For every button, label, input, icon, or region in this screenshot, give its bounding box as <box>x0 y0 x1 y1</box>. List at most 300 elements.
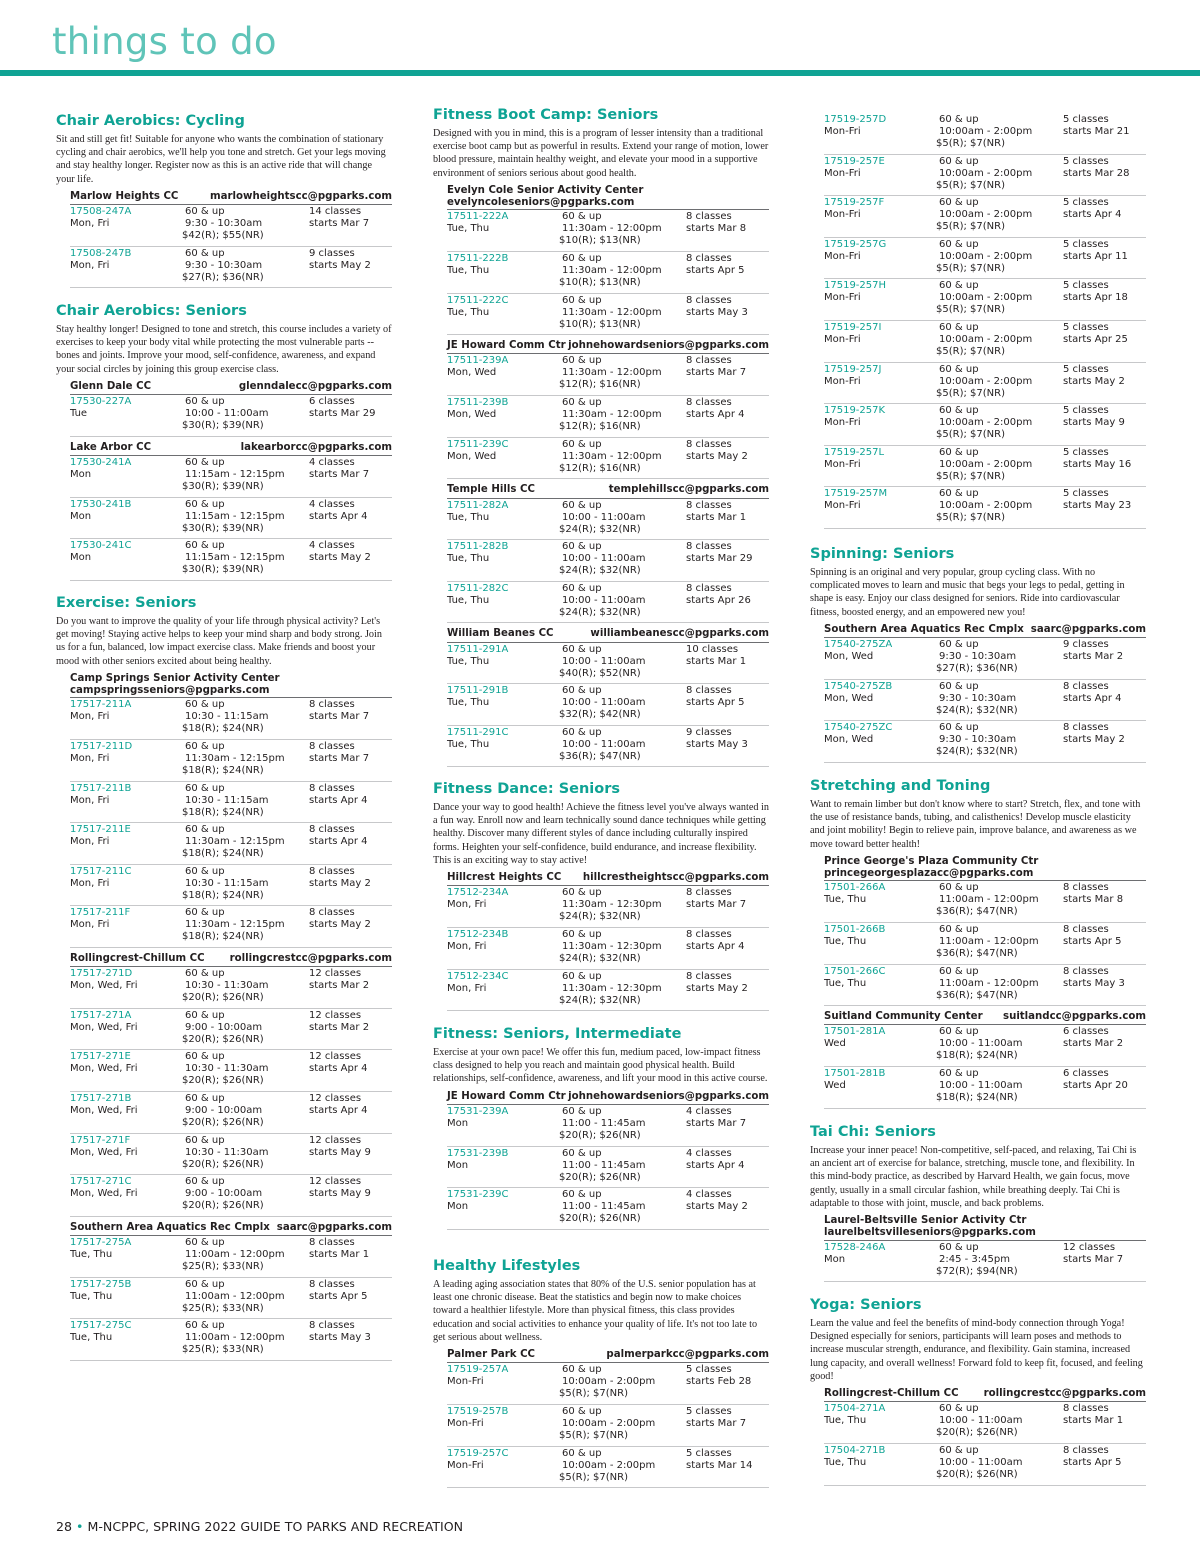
course-row <box>447 294 769 336</box>
course-time: 10:00am - 2:00pm <box>562 1376 656 1388</box>
course-class-count: 9 classes <box>686 726 732 738</box>
course-days: Mon, Wed, Fri <box>70 980 138 992</box>
course-days: Tue, Thu <box>447 223 490 235</box>
course-code[interactable]: 17517-271E <box>70 1051 131 1063</box>
course-code[interactable]: 17517-211B <box>70 782 132 794</box>
course-row <box>824 638 1146 680</box>
course-row <box>447 1405 769 1447</box>
venue-name: Southern Area Aquatics Rec Cmplx <box>70 1221 270 1233</box>
course-age: 60 & up <box>185 396 225 408</box>
course-start-date: starts Apr 5 <box>686 265 745 276</box>
course-class-count: 4 classes <box>309 540 355 552</box>
course-fee: $24(R); $32(NR) <box>559 565 641 577</box>
course-code[interactable]: 17530-241B <box>70 498 132 510</box>
course-time: 10:30 - 11:30am <box>185 980 269 992</box>
course-class-count: 8 classes <box>686 970 732 982</box>
course-fee: $12(R); $16(NR) <box>559 379 641 391</box>
course-code[interactable]: 17519-257G <box>824 238 887 250</box>
course-days: Mon, Fri <box>70 259 110 271</box>
course-code[interactable]: 17508-247A <box>70 206 132 218</box>
course-row <box>824 404 1146 446</box>
venue-header <box>824 1011 1146 1025</box>
course-age: 60 & up <box>562 970 602 982</box>
course-fee: $20(R); $26(NR) <box>936 1427 1018 1439</box>
course-class-count: 6 classes <box>309 396 355 408</box>
course-code[interactable]: 17511-282A <box>447 499 509 511</box>
course-days: Wed <box>824 1080 846 1092</box>
course-start-date: starts May 16 <box>1063 458 1132 470</box>
venue-name: Glenn Dale CC <box>70 380 152 392</box>
course-code[interactable]: 17519-257J <box>824 363 882 375</box>
course-code[interactable]: 17511-239A <box>447 355 509 367</box>
course-start-date: starts May 2 <box>1063 375 1125 387</box>
course-code[interactable]: 17519-257A <box>447 1364 509 1376</box>
venue-name: Suitland Community Center <box>824 1011 983 1023</box>
venue-name: Laurel-Beltsville Senior Activity Ctr <box>824 1215 1027 1227</box>
course-time: 10:00 - 11:00am <box>939 1415 1023 1427</box>
course-code[interactable]: 17531-239B <box>447 1147 509 1159</box>
course-code[interactable]: 17511-282B <box>447 541 509 553</box>
section-description: Spinning is an original and very popular, group cycling class. With no complicated moves to learn and music that begs your legs to pedal, getting in shape is easy. Enjoy our class designed for seniors. Ride into cardiovascular fitness, boosted energy, and an empowered new you! <box>810 567 1125 618</box>
class-section <box>433 1258 769 1488</box>
course-start-date: starts May 3 <box>686 738 748 750</box>
course-days: Tue, Thu <box>447 594 490 606</box>
course-row <box>447 1105 769 1147</box>
course-start-date: starts May 23 <box>1063 500 1132 512</box>
course-fee: $18(R); $24(NR) <box>182 806 264 818</box>
course-code[interactable]: 17517-275C <box>70 1320 132 1332</box>
course-days: Mon <box>447 1117 469 1129</box>
course-age: 60 & up <box>939 488 979 500</box>
course-code[interactable]: 17517-275A <box>70 1237 132 1249</box>
course-age: 60 & up <box>939 1068 979 1080</box>
course-fee: $30(R); $39(NR) <box>182 522 264 534</box>
course-days: Mon, Fri <box>447 899 487 911</box>
class-section <box>810 778 1146 1109</box>
course-age: 60 & up <box>939 1444 979 1456</box>
course-time: 10:00 - 11:00am <box>562 655 646 667</box>
course-class-count: 8 classes <box>309 1237 355 1249</box>
course-start-date: starts Apr 4 <box>686 940 745 952</box>
course-start-date: starts Mar 7 <box>309 711 370 723</box>
course-class-count: 12 classes <box>309 1134 362 1146</box>
course-code[interactable]: 17504-271A <box>824 1403 886 1415</box>
course-code[interactable]: 17511-282C <box>447 582 509 594</box>
venue-header-row <box>447 340 769 352</box>
course-days: Tue, Thu <box>824 936 867 947</box>
course-code[interactable]: 17501-266C <box>824 965 886 977</box>
course-days: Tue, Thu <box>447 511 490 523</box>
venue-header-row <box>70 442 392 454</box>
course-fee: $30(R); $39(NR) <box>182 420 264 432</box>
venue-name: Southern Area Aquatics Rec Cmplx <box>824 623 1024 635</box>
venue-email[interactable]: princegeorgesplazacc@pgparks.com <box>824 867 1034 879</box>
course-code[interactable]: 17517-271A <box>70 1009 132 1021</box>
venue-email[interactable]: glenndalecc@pgparks.com <box>238 380 392 392</box>
course-start-date: starts Mar 29 <box>309 408 376 420</box>
course-class-count: 8 classes <box>1063 680 1109 692</box>
course-start-date: starts May 2 <box>309 552 371 564</box>
course-start-date: starts Apr 26 <box>686 594 751 606</box>
course-class-count: 8 classes <box>686 499 732 511</box>
course-code[interactable]: 17508-247B <box>70 247 132 259</box>
venue-email[interactable]: rollingcrestcc@pgparks.com <box>229 952 392 964</box>
course-code[interactable]: 17519-257I <box>824 321 882 333</box>
venue-email[interactable]: campspringsseniors@pgparks.com <box>70 684 270 696</box>
course-code[interactable]: 17517-271B <box>70 1093 132 1105</box>
course-days: Mon <box>447 1159 469 1171</box>
course-code[interactable]: 17519-257L <box>824 446 885 458</box>
course-start-date: starts Apr 4 <box>309 510 368 522</box>
course-days: Mon-Fri <box>824 500 861 512</box>
course-age: 60 & up <box>562 685 602 697</box>
course-fee: $25(R); $33(NR) <box>182 1302 264 1314</box>
venue-header <box>70 1222 392 1236</box>
course-code[interactable]: 17517-275B <box>70 1278 132 1290</box>
course-class-count: 8 classes <box>686 397 732 409</box>
course-age: 60 & up <box>939 405 979 417</box>
course-start-date: starts Mar 2 <box>1063 651 1124 663</box>
course-code[interactable]: 17517-211D <box>70 741 133 752</box>
venue-email[interactable]: suitlandcc@pgparks.com <box>1003 1011 1146 1023</box>
course-time: 11:30am - 12:00pm <box>562 265 662 276</box>
venue-email[interactable]: saarc@pgparks.com <box>276 1221 392 1233</box>
course-fee: $18(R); $24(NR) <box>182 848 264 860</box>
course-row <box>70 395 392 437</box>
course-class-count: 12 classes <box>1063 1241 1116 1253</box>
course-age: 60 & up <box>562 1189 602 1201</box>
venue-name: Lake Arbor CC <box>70 441 152 453</box>
course-row <box>824 113 1146 155</box>
course-time: 9:30 - 10:30am <box>185 218 263 230</box>
course-fee: $20(R); $26(NR) <box>936 1468 1018 1480</box>
course-row <box>447 643 769 685</box>
course-class-count: 5 classes <box>1063 238 1109 250</box>
class-section <box>433 781 769 1011</box>
course-time: 10:00am - 2:00pm <box>939 458 1033 470</box>
course-fee: $36(R); $47(NR) <box>936 989 1018 1001</box>
course-start-date: starts May 2 <box>686 1201 748 1213</box>
course-code[interactable]: 17511-222A <box>447 211 509 223</box>
course-code[interactable]: 17511-239C <box>447 438 509 450</box>
venue-email[interactable]: evelyncoleseniors@pgparks.com <box>447 196 635 208</box>
course-age: 60 & up <box>939 1026 979 1038</box>
course-code[interactable]: 17517-211C <box>70 865 132 877</box>
course-days: Tue, Thu <box>447 306 490 318</box>
course-row <box>70 1009 392 1051</box>
course-row <box>70 967 392 1009</box>
course-days: Mon-Fri <box>447 1459 484 1471</box>
course-start-date: starts Mar 29 <box>686 553 753 565</box>
course-row <box>824 1025 1146 1067</box>
course-code[interactable]: 17519-257E <box>824 155 885 167</box>
course-fee: $5(R); $7(NR) <box>936 262 1005 274</box>
course-code[interactable]: 17519-257D <box>824 114 887 125</box>
venue-email[interactable]: hillcrestheightscc@pgparks.com <box>582 872 769 884</box>
course-time: 10:00am - 2:00pm <box>562 1417 656 1429</box>
course-age: 60 & up <box>939 924 979 935</box>
course-age: 60 & up <box>562 541 602 553</box>
course-row <box>70 1278 392 1320</box>
course-days: Mon-Fri <box>447 1376 484 1388</box>
course-days: Mon, Wed <box>447 409 497 421</box>
course-days: Mon <box>70 469 92 480</box>
course-code[interactable]: 17519-257F <box>824 197 885 209</box>
course-class-count: 5 classes <box>1063 405 1109 417</box>
course-time: 10:00 - 11:00am <box>939 1038 1023 1050</box>
course-fee: $25(R); $33(NR) <box>182 1261 264 1273</box>
course-row <box>447 928 769 970</box>
course-age: 60 & up <box>939 1403 979 1415</box>
section-description: Sit and still get fit! Suitable for anyone who wants the combination of stationary cycling and chair aerobics, we'll help you tone and stretch. Get your legs moving and stay healthy longer. Register now as this is an active ride that will change your life. <box>56 134 386 185</box>
course-fee: $10(R); $13(NR) <box>559 277 641 288</box>
venue-email[interactable]: laurelbeltsvilleseniors@pgparks.com <box>824 1226 1036 1238</box>
course-code[interactable]: 17512-234B <box>447 928 509 940</box>
course-fee: $20(R); $26(NR) <box>182 1158 264 1170</box>
course-row <box>447 1447 769 1489</box>
course-days: Tue, Thu <box>70 1290 113 1302</box>
course-time: 10:30 - 11:30am <box>185 1146 269 1158</box>
course-start-date: starts Mar 7 <box>686 1117 747 1129</box>
venue-header <box>824 1215 1146 1241</box>
course-days: Mon, Fri <box>447 982 487 994</box>
venue-email[interactable]: templehillscc@pgparks.com <box>608 484 769 496</box>
course-age: 60 & up <box>939 363 979 375</box>
course-days: Mon, Wed, Fri <box>70 1021 138 1033</box>
section-title: Fitness: Seniors, Intermediate <box>433 1026 682 1042</box>
course-time: 11:00am - 12:00pm <box>185 1249 285 1261</box>
venue-email[interactable]: williambeanescc@pgparks.com <box>590 628 769 640</box>
course-code[interactable]: 17511-291C <box>447 726 509 738</box>
course-code[interactable]: 17530-241C <box>70 540 132 552</box>
course-age: 60 & up <box>562 1105 602 1117</box>
course-row <box>447 970 769 1012</box>
course-start-date: starts May 9 <box>1063 417 1125 429</box>
course-code[interactable]: 17511-222B <box>447 253 509 264</box>
course-row <box>70 1050 392 1092</box>
venue-email[interactable]: rollingcrestcc@pgparks.com <box>983 1388 1146 1400</box>
course-days: Mon-Fri <box>447 1417 484 1429</box>
course-age: 60 & up <box>185 907 225 919</box>
course-class-count: 5 classes <box>686 1405 732 1417</box>
course-code[interactable]: 17519-257B <box>447 1405 509 1417</box>
course-start-date: starts Apr 5 <box>1063 936 1122 947</box>
course-code[interactable]: 17501-266A <box>824 882 886 894</box>
course-code[interactable]: 17512-234C <box>447 970 509 982</box>
course-class-count: 8 classes <box>309 1278 355 1290</box>
course-days: Tue, Thu <box>824 977 867 989</box>
course-row <box>447 886 769 928</box>
section-description: Exercise at your own pace! We offer this fun, medium paced, low-impact fitness class designed to help you reach and maintain good physical health. Build relationships, self-confidence, awareness, and lift your mood in this active course. <box>433 1047 768 1085</box>
section-description: Increase your inner peace! Non-competitive, self-paced, and relaxing, Tai Chi is an ancient art of exercise for balance, stretching, muscle tone, and flexibility. In this mind-body practice, as described by Harvard Health, we gain focus, move gently, usually in a small circular fashion, while breathing deeply. Tai Chi is adaptable to those with joint, muscle, and back problems. <box>810 1145 1137 1209</box>
venue-header <box>447 628 769 642</box>
course-fee: $10(R); $13(NR) <box>559 235 641 247</box>
venue-email[interactable]: marlowheightscc@pgparks.com <box>210 190 392 202</box>
course-code[interactable]: 17517-271D <box>70 968 133 980</box>
section-title: Fitness Boot Camp: Seniors <box>433 107 659 123</box>
course-age: 60 & up <box>185 1278 225 1290</box>
course-code[interactable]: 17511-239B <box>447 397 509 409</box>
course-class-count: 8 classes <box>309 907 355 919</box>
course-days: Mon-Fri <box>824 375 861 387</box>
venue-header <box>447 1091 769 1105</box>
course-row <box>447 582 769 624</box>
course-fee: $27(R); $36(NR) <box>936 663 1018 675</box>
course-class-count: 6 classes <box>1063 1026 1109 1038</box>
course-code[interactable]: 17501-281A <box>824 1026 886 1038</box>
course-class-count: 9 classes <box>309 247 355 259</box>
venue-header-row <box>447 1091 769 1103</box>
venue-email[interactable]: lakearborcc@pgparks.com <box>240 441 392 453</box>
course-time: 11:30am - 12:00pm <box>562 409 662 421</box>
course-class-count: 8 classes <box>1063 1403 1109 1415</box>
course-code[interactable]: 17517-211E <box>70 824 131 836</box>
course-start-date: starts Feb 28 <box>686 1376 752 1388</box>
course-class-count: 4 classes <box>309 498 355 510</box>
venue-header-row <box>447 628 769 640</box>
course-class-count: 8 classes <box>686 928 732 940</box>
course-start-date: starts Mar 7 <box>686 1417 747 1429</box>
course-code[interactable]: 17519-257H <box>824 280 887 292</box>
course-start-date: starts Mar 1 <box>1063 1415 1124 1427</box>
course-time: 11:15am - 12:15pm <box>185 510 285 522</box>
course-code[interactable]: 17517-271F <box>70 1134 131 1146</box>
course-row <box>70 1319 392 1361</box>
course-code[interactable]: 17501-281B <box>824 1068 886 1080</box>
course-row <box>70 247 392 289</box>
course-code[interactable]: 17504-271B <box>824 1444 886 1456</box>
course-code[interactable]: 17511-291A <box>447 643 509 655</box>
venue-header-row <box>70 953 392 965</box>
section-description: Designed with you in mind, this is a program of lesser intensity than a traditional exercise boot camp but as powerful in results. Extend your range of motion, lower blood pressure, maintain healthy weight, and elevate your mood in a supportive environment of seniors serious about good health. <box>433 128 769 179</box>
course-row <box>70 539 392 581</box>
course-row <box>447 252 769 294</box>
course-code[interactable]: 17511-222C <box>447 294 509 306</box>
course-fee: $18(R); $24(NR) <box>936 1092 1018 1104</box>
course-age: 60 & up <box>939 238 979 250</box>
course-code[interactable]: 17517-271C <box>70 1176 132 1188</box>
course-code[interactable]: 17540-275ZA <box>824 639 893 651</box>
course-code[interactable]: 17511-291B <box>447 685 509 697</box>
venue-email[interactable]: johnehowardseniors@pgparks.com <box>568 1090 769 1102</box>
course-class-count: 8 classes <box>1063 965 1109 977</box>
course-time: 11:15am - 12:15pm <box>185 552 285 564</box>
venue-email[interactable]: saarc@pgparks.com <box>1030 623 1146 635</box>
course-row <box>824 1067 1146 1109</box>
course-code[interactable]: 17517-211F <box>70 907 131 919</box>
course-start-date: starts Mar 7 <box>309 218 370 230</box>
page-title: things to do <box>52 20 277 63</box>
course-code[interactable]: 17540-275ZB <box>824 680 893 692</box>
course-start-date: starts May 2 <box>686 450 748 462</box>
course-fee: $18(R); $24(NR) <box>182 931 264 943</box>
course-code[interactable]: 17528-246A <box>824 1241 886 1253</box>
course-age: 60 & up <box>185 968 225 980</box>
course-start-date: starts Apr 4 <box>309 1105 368 1117</box>
section-description: Stay healthy longer! Designed to tone and stretch, this course includes a variety of exercises to keep your body vital while protecting the most vulnerable parts -- bones and joints. Improve your mood, self-confidence, awareness, and expand your social circles by joining this group exercise class. <box>56 324 392 375</box>
venue-name: Hillcrest Heights CC <box>447 872 562 884</box>
course-class-count: 5 classes <box>1063 197 1109 209</box>
course-fee: $20(R); $26(NR) <box>182 1033 264 1045</box>
section-title: Fitness Dance: Seniors <box>433 781 621 797</box>
course-age: 60 & up <box>939 680 979 692</box>
course-row <box>70 1134 392 1176</box>
course-code[interactable]: 17501-266B <box>824 924 886 935</box>
course-code[interactable]: 17517-211A <box>70 699 132 711</box>
venue-email[interactable]: palmerparkcc@pgparks.com <box>606 1349 769 1361</box>
course-age: 60 & up <box>185 782 225 794</box>
course-start-date: starts Mar 7 <box>686 367 747 379</box>
course-time: 10:00am - 2:00pm <box>939 417 1033 429</box>
venue-name: Evelyn Cole Senior Activity Center <box>447 184 644 196</box>
venue-email[interactable]: johnehowardseniors@pgparks.com <box>568 340 769 352</box>
course-time: 9:30 - 10:30am <box>939 651 1017 663</box>
course-age: 60 & up <box>185 206 225 218</box>
course-class-count: 12 classes <box>309 1051 362 1063</box>
course-fee: $24(R); $32(NR) <box>559 911 641 923</box>
course-start-date: starts May 2 <box>309 259 371 271</box>
course-days: Mon-Fri <box>824 417 861 429</box>
course-time: 10:00 - 11:00am <box>939 1080 1023 1092</box>
venue-header <box>70 673 392 699</box>
course-class-count: 8 classes <box>1063 882 1109 894</box>
course-row <box>70 865 392 907</box>
course-time: 11:00 - 11:45am <box>562 1117 646 1129</box>
course-time: 11:15am - 12:15pm <box>185 469 285 480</box>
course-fee: $20(R); $26(NR) <box>182 1075 264 1087</box>
course-days: Mon, Fri <box>70 794 110 806</box>
course-code[interactable]: 17540-275ZC <box>824 722 893 734</box>
course-code[interactable]: 17519-257M <box>824 488 888 500</box>
course-time: 10:30 - 11:15am <box>185 711 269 723</box>
course-code[interactable]: 17519-257K <box>824 405 886 417</box>
course-code[interactable]: 17512-234A <box>447 887 509 899</box>
course-fee: $18(R); $24(NR) <box>936 1050 1018 1062</box>
course-fee: $20(R); $26(NR) <box>182 1200 264 1212</box>
course-class-count: 8 classes <box>686 253 732 264</box>
course-time: 10:00 - 11:00am <box>562 553 646 565</box>
course-age: 60 & up <box>562 1364 602 1376</box>
course-days: Mon, Fri <box>447 940 487 952</box>
section-description: Do you want to improve the quality of your life through physical activity? Let's get moving! Staying active helps to keep your mind sharp and body strong. Join us for a fun, balanced, low impact exercise class. Make friends and boost your mood with other seniors excited about being healthy. <box>56 616 382 667</box>
course-days: Mon-Fri <box>824 292 861 304</box>
course-row <box>447 438 769 480</box>
course-row <box>824 680 1146 722</box>
venue-header <box>70 381 392 395</box>
course-age: 60 & up <box>562 355 602 367</box>
course-row <box>70 456 392 498</box>
course-class-count: 4 classes <box>686 1105 732 1117</box>
section-title: Exercise: Seniors <box>56 595 197 611</box>
course-code[interactable]: 17531-239A <box>447 1105 509 1117</box>
venue-header <box>447 185 769 211</box>
course-time: 11:30am - 12:15pm <box>185 919 285 931</box>
section-title: Spinning: Seniors <box>810 546 955 562</box>
course-code[interactable]: 17519-257C <box>447 1447 509 1459</box>
course-code[interactable]: 17530-241A <box>70 457 132 468</box>
course-days: Wed <box>824 1038 846 1050</box>
course-code[interactable]: 17531-239C <box>447 1189 509 1201</box>
course-fee: $5(R); $7(NR) <box>936 470 1005 482</box>
venue-name: Palmer Park CC <box>447 1349 536 1361</box>
course-age: 60 & up <box>185 1320 225 1332</box>
course-fee: $5(R); $7(NR) <box>559 1429 628 1441</box>
section-title: Yoga: Seniors <box>810 1297 922 1313</box>
course-age: 60 & up <box>939 280 979 292</box>
course-row <box>824 155 1146 197</box>
course-code[interactable]: 17530-227A <box>70 396 132 408</box>
course-start-date: starts Apr 4 <box>309 794 368 806</box>
